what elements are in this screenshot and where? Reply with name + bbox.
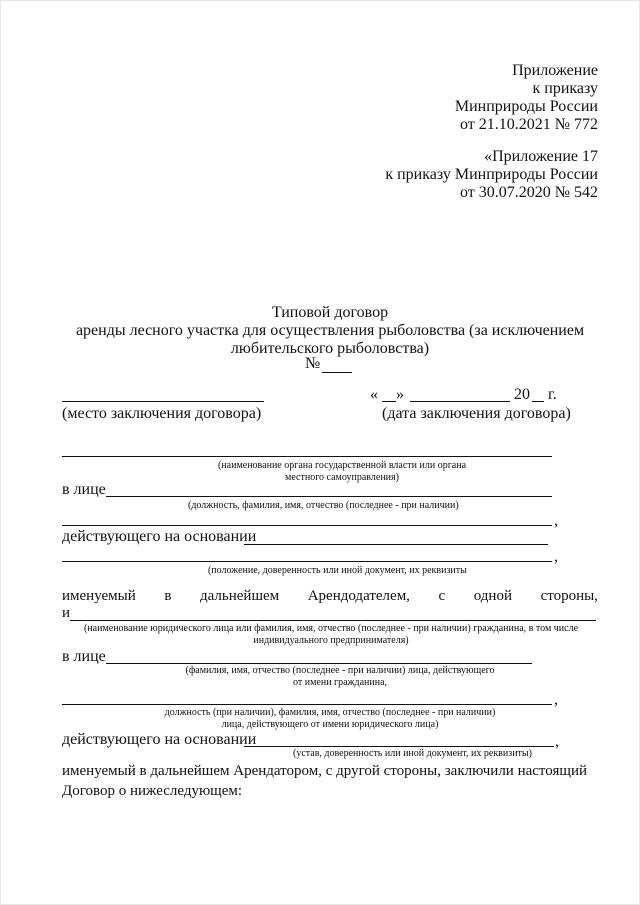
appendix-line: к приказу	[532, 80, 598, 97]
prior-appendix-line: «Приложение 17	[484, 148, 598, 165]
closing-line-1: именуемый в дальнейшем Арендатором, с другой стороны, заключили настоящий	[62, 763, 587, 779]
appendix-line: от 21.10.2021 № 772	[459, 116, 598, 133]
number-mark: №	[305, 355, 321, 372]
appendix-block	[455, 62, 598, 134]
comma-2: ,	[554, 548, 558, 565]
closing-paragraph	[62, 761, 587, 801]
position-blank	[106, 496, 552, 497]
basis-blank-1b	[62, 561, 552, 562]
day-blank	[382, 401, 396, 402]
year-blank	[532, 401, 544, 402]
year-prefix: 20	[514, 386, 530, 403]
tenant-caption: (наименование юридического лица или фамилия, имя, отчество (последнее - при наличии) гражданина, в том числе индивидуального предпринимателя)	[83, 623, 579, 646]
tenant-blank	[70, 620, 596, 621]
in-person-label-1: в лице	[62, 481, 106, 498]
date-close-quote: »	[396, 386, 404, 403]
prior-appendix-block	[385, 148, 598, 202]
acting-basis-label-1: действующего на основании	[62, 528, 257, 545]
basis-blank-2	[244, 746, 554, 747]
position-caption: (должность, фамилия, имя, отчество (последнее - при наличии)	[188, 500, 459, 511]
appendix-line: Минприроды России	[454, 98, 598, 115]
appendix-line: Приложение	[512, 62, 598, 79]
basis-caption-2: (устав, доверенность или иной документ, их реквизиты)	[293, 748, 532, 759]
position-blank-2	[62, 525, 552, 526]
comma-4: ,	[555, 733, 559, 750]
number-blank	[322, 372, 352, 373]
title-line-1: Типовой договор	[271, 304, 389, 321]
date-caption: (дата заключения договора)	[382, 405, 571, 422]
comma-3: ,	[554, 691, 558, 708]
comma-1: ,	[554, 512, 558, 529]
acting-basis-label-2: действующего на основании	[62, 731, 257, 748]
basis-caption-1: (положение, доверенность или иной документ, их реквизиты	[208, 565, 467, 576]
legal-rep-blank	[62, 704, 552, 705]
year-suffix: г.	[548, 386, 557, 403]
closing-line-2: Договор о нижеследующем:	[62, 783, 243, 799]
title-line-3: любительского рыболовства)	[230, 340, 430, 357]
in-person-label-2: в лице	[62, 648, 106, 665]
authority-blank	[62, 456, 552, 457]
rep-caption: (фамилия, имя, отчество (последнее - при наличии) лица, действующего от имени гражданина,	[185, 665, 495, 688]
title-line-2: аренды лесного участка для осуществления рыболовства (за исключением	[75, 322, 585, 339]
lessor-line: именуемый в дальнейшем Арендодателем, с одной стороны,	[62, 588, 598, 604]
and-word: и	[62, 605, 71, 621]
prior-appendix-line: к приказу Минприроды России	[385, 166, 598, 183]
rep-blank	[106, 663, 532, 664]
month-blank	[410, 401, 510, 402]
authority-caption: (наименование органа государственной власти или органа местного самоуправления)	[217, 460, 467, 483]
date-open-quote: «	[370, 386, 378, 403]
document-title	[40, 304, 620, 358]
place-blank	[62, 401, 264, 402]
place-caption: (место заключения договора)	[62, 405, 262, 422]
prior-appendix-line: от 30.07.2020 № 542	[459, 184, 598, 201]
legal-rep-caption: должность (при наличии), фамилия, имя, отчество (последнее - при наличии) лица, действующего от имени юридического лица)	[164, 707, 496, 730]
basis-blank-1	[244, 544, 548, 545]
